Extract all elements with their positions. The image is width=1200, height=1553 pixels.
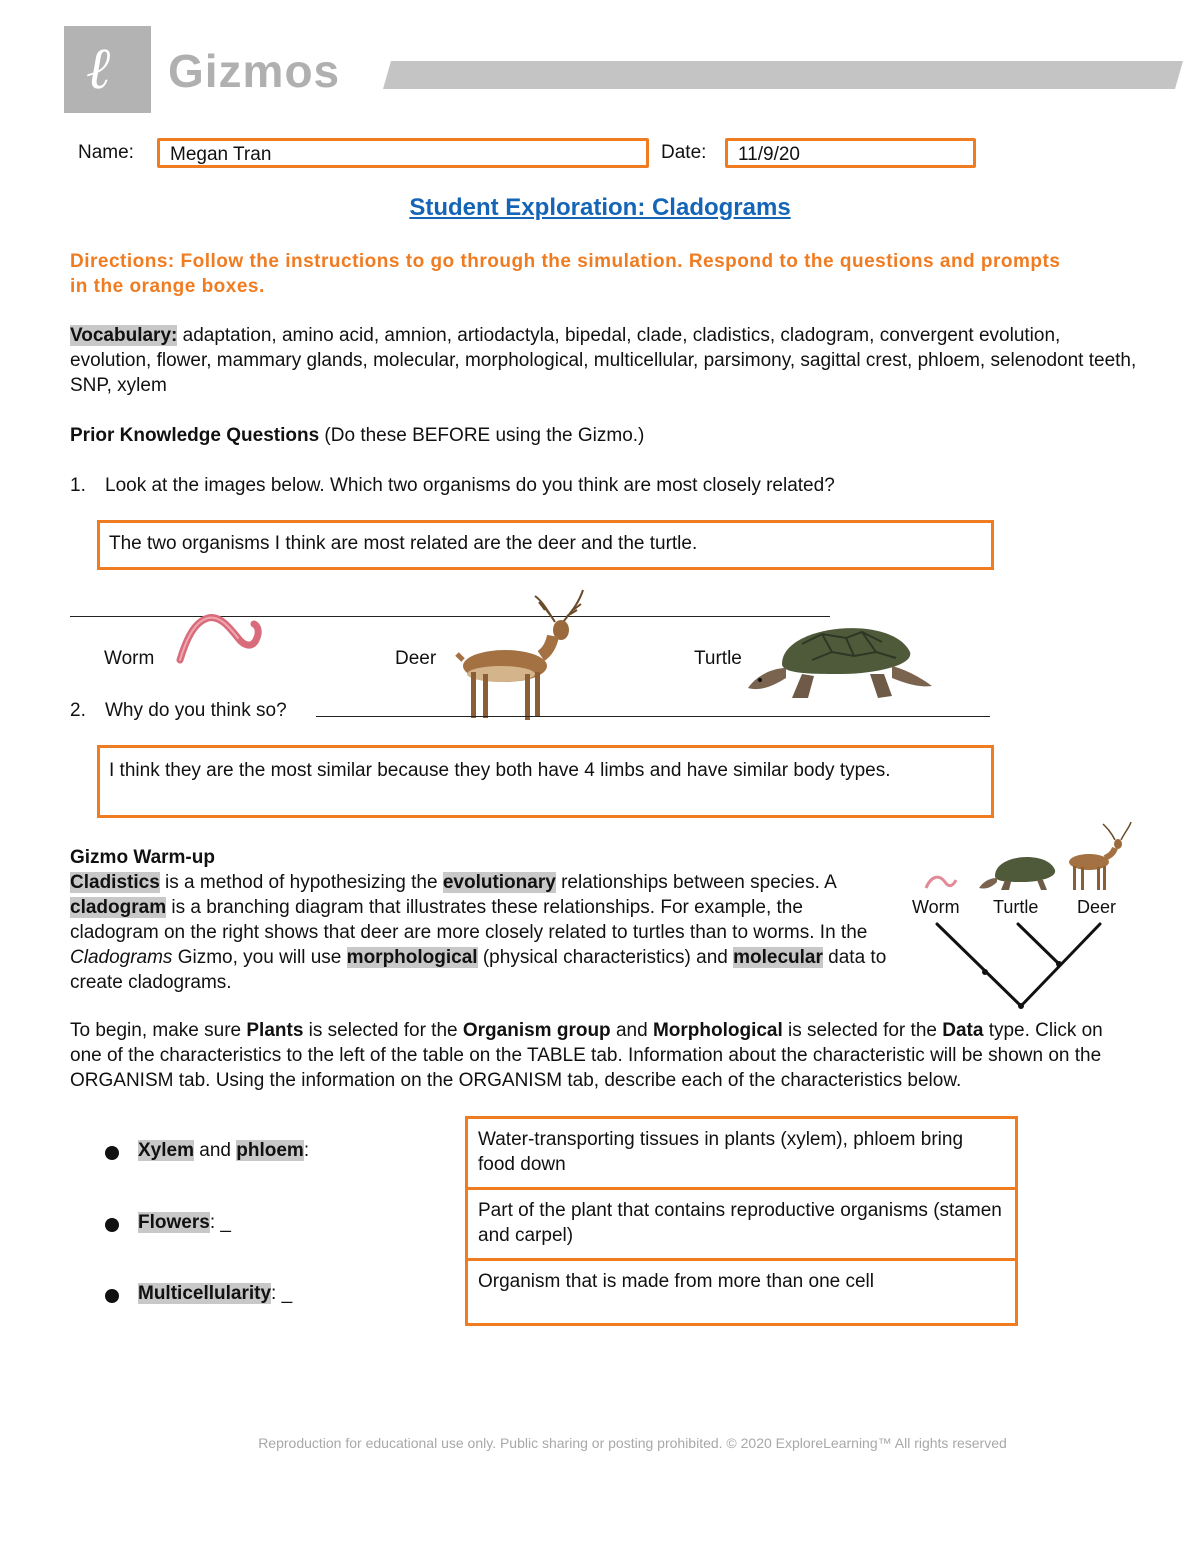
- text-segment: and: [610, 1020, 653, 1041]
- answer-flowers[interactable]: Part of the plant that contains reproductive organisms (stamen and carpel): [465, 1187, 1018, 1261]
- term-data: Data: [942, 1020, 984, 1041]
- answer-multicellularity[interactable]: Organism that is made from more than one cell: [465, 1258, 1018, 1326]
- characteristic-label-xylem: [138, 1140, 309, 1162]
- text-segment: (physical characteristics) and: [477, 947, 734, 968]
- characteristic-label-flowers: [138, 1212, 231, 1234]
- name-label: Name:: [78, 142, 134, 163]
- text-segment: type. Click on one of the characteristics to the left of the table on the TABLE tab. Information about the characteristic will be shown on the ORGANISM tab. Using the information on the ORGANISM tab, describe each of the characteristics below.: [70, 1020, 1103, 1091]
- vocabulary-text: adaptation, amino acid, amnion, artiodactyla, bipedal, clade, cladistics, cladogram, convergent evolution, evolution, flower, mammary glands, molecular, morphological, multicellular, parsimony, sagittal crest, phloem, selenodont teeth, SNP, xylem: [70, 325, 1137, 396]
- cladogram-label-worm: Worm: [912, 897, 960, 917]
- cladogram-worm-image: [923, 872, 959, 892]
- text-segment: is a method of hypothesizing the: [159, 872, 443, 893]
- text-segment: is a branching diagram that illustrates these relationships. For example, the cladogram on the right shows that deer are more closely related to turtles than to worms. In the: [70, 897, 868, 943]
- text-segment: and: [193, 1140, 237, 1161]
- directions: Directions: Follow the instructions to go through the simulation. Respond to the questions and prompts in the orange boxes.: [70, 251, 1061, 297]
- vocabulary-label: Vocabulary:: [70, 325, 178, 346]
- animal-label-worm: Worm: [104, 648, 155, 669]
- text-segment: is selected for the: [782, 1020, 943, 1041]
- term-phloem: phloem: [236, 1140, 304, 1161]
- animal-label-deer: Deer: [395, 648, 437, 669]
- term-cladistics: Cladistics: [70, 872, 160, 893]
- term-flowers: Flowers: [138, 1212, 210, 1233]
- q1-number: 1.: [70, 475, 86, 496]
- text-segment: is selected for the: [303, 1020, 463, 1041]
- text-segment: relationships between species. A: [555, 872, 836, 893]
- bullet-icon: [105, 1146, 119, 1160]
- animal-label-turtle: Turtle: [694, 648, 742, 669]
- gizmos-logo: [64, 26, 151, 113]
- term-organism-group: Organism group: [462, 1020, 611, 1041]
- q1-text: Look at the images below. Which two organisms do you think are most closely related?: [105, 475, 835, 496]
- answer-2-line: [316, 716, 990, 717]
- bullet-icon: [105, 1218, 119, 1232]
- brand-name: Gizmos: [168, 45, 341, 97]
- warmup-paragraph-1: [70, 870, 890, 995]
- bullet-icon: [105, 1289, 119, 1303]
- date-field[interactable]: 11/9/20: [725, 138, 976, 168]
- answer-2-box[interactable]: I think they are the most similar because they both have 4 limbs and have similar body types.: [97, 745, 994, 818]
- question-1: [70, 473, 1140, 498]
- text-segment: : _: [209, 1212, 231, 1233]
- q2-number: 2.: [70, 700, 86, 721]
- prior-heading: Prior Knowledge Questions: [70, 425, 320, 446]
- prior-note: (Do these BEFORE using the Gizmo.): [319, 425, 645, 446]
- cladogram-figure: [905, 820, 1135, 1010]
- term-cladogram: cladogram: [70, 897, 167, 918]
- vocabulary: [70, 323, 1140, 398]
- text-segment: :: [303, 1140, 310, 1161]
- text-segment: : _: [271, 1283, 293, 1304]
- cladogram-turtle-image: [977, 846, 1061, 892]
- gizmo-name: Cladograms: [70, 947, 173, 968]
- warmup-heading: Gizmo Warm-up: [70, 847, 215, 868]
- cladogram-tree: [905, 920, 1135, 1010]
- term-molecular: molecular: [733, 947, 823, 968]
- date-label: Date:: [661, 142, 707, 163]
- name-field[interactable]: Megan Tran: [157, 138, 649, 168]
- cladogram-label-turtle: Turtle: [993, 897, 1039, 917]
- term-xylem: Xylem: [138, 1140, 194, 1161]
- footer-copyright: Reproduction for educational use only. Public sharing or posting prohibited. © 2020 ExploreLearning™ All rights reserved: [258, 1435, 1007, 1451]
- question-2: [70, 698, 1140, 723]
- prior-knowledge-heading: [70, 423, 1140, 448]
- text-segment: data to create cladograms.: [70, 947, 887, 993]
- cladogram-label-deer: Deer: [1077, 897, 1117, 917]
- term-morphological-data: Morphological: [652, 1020, 783, 1041]
- characteristic-label-multicellularity: [138, 1283, 292, 1305]
- q2-text: Why do you think so?: [105, 700, 287, 721]
- term-morphological: morphological: [346, 947, 478, 968]
- text-segment: To begin, make sure: [70, 1020, 247, 1041]
- term-evolutionary: evolutionary: [442, 872, 556, 893]
- answer-1-box[interactable]: The two organisms I think are most related are the deer and the turtle.: [97, 520, 994, 570]
- logo-glyph: ℓ: [86, 34, 111, 102]
- worm-image: [172, 610, 267, 665]
- page-title: Student Exploration: Cladograms: [409, 194, 791, 221]
- term-multicellularity: Multicellularity: [138, 1283, 272, 1304]
- cladogram-deer-image: [1063, 822, 1135, 894]
- answer-xylem-phloem[interactable]: Water-transporting tissues in plants (xylem), phloem bring food down: [465, 1116, 1018, 1190]
- header-bar: [383, 61, 1183, 89]
- term-plants: Plants: [246, 1020, 304, 1041]
- text-segment: Gizmo, you will use: [172, 947, 347, 968]
- warmup-paragraph-2: [70, 1018, 1120, 1093]
- turtle-image: [742, 604, 934, 704]
